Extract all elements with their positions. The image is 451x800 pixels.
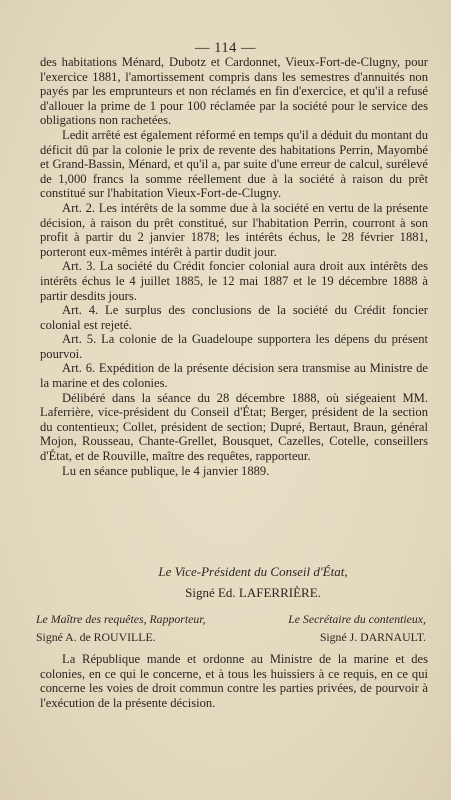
page-number: — 114 — [195, 40, 256, 56]
paragraph-article-3: Art. 3. La société du Crédit foncier colonial aura droit aux intérêts des intérêts échus le 4 juillet 1885, le 12 mai 1887 et le 19 décembre 1888 à partir desdits jours. [40, 259, 428, 303]
paragraph-lecture: Lu en séance publique, le 4 janvier 1889. [62, 463, 270, 478]
paragraph-article-2: Art. 2. Les intérêts de la somme due à la société en vertu de la présente décision, à raison du prêt constitué, sur l'habitation Perrin, courront à son profit à partir du 2 janvier 1878; les intérêts échus, le 28 février 1881, porteront eux-mêmes intérêt à partir dudit jour. [40, 200, 428, 259]
paragraph-article-6: Art. 6. Expédition de la présente décision sera transmise au Ministre de la marine et des colonies. [40, 361, 428, 391]
paragraph-article-5: Art. 5. La colonie de la Guadeloupe supportera les dépens du présent pourvoi. [40, 332, 428, 361]
paragraph-continuation: des habitations Ménard, Dubotz et Cardonnet, Vieux-Fort-de-Clugny, pour l'exercice 1881, l'amortissement compris dans les semestres d'annuités non payés par les emprunteurs et non réclamés en fin d'exercice, et qu'il a refusé d'allouer la prime de 1 pour 100 réclamée par la société pour le service des obligations non rachetées. [40, 55, 428, 128]
paragraph-deliberation: Délibéré dans la séance du 28 décembre 1888, où siégeaient MM. Laferrière, vice-président du Conseil d'État; Berger, président de la section du contentieux; Collet, président de section; Dupré, Bertaut, Braun, général Mojon, Rousseau, Chante-Grellet, Bousquet, Cazelles, Cotelle, conseillers d'État, et de Rouville, maître des requêtes, rapporteur. [40, 390, 428, 464]
rapporteur-title: Le Maître des requêtes, Rapporteur, [36, 612, 206, 626]
paragraph-article-4: Art. 4. Le surplus des conclusions de la société du Crédit foncier colonial est rejeté. [40, 303, 428, 332]
paragraph-arrete: Ledit arrêté est également réformé en temps qu'il a déduit du montant du déficit dû par la colonie le prix de revente des habitations Perrin, Mayombé et Grand-Bassin, Ménard, et qu'il a, par suite d'une erreur de calcul, surélevé de 1,000 francs la somme réellement due à la société à raison du prêt constitué sur l'habitation Vieux-Fort-de-Clugny. [40, 127, 428, 201]
body-text [40, 55, 428, 478]
rapporteur-signature: Signé A. de ROUVILLE. [36, 630, 156, 644]
closing-text [40, 652, 428, 710]
signature-names-row [36, 630, 426, 645]
closing-paragraph: La République mande et ordonne au Ministre de la marine et des colonies, en ce qui le concerne, et à tous les huissiers à ce requis, en ce qui concerne les voies de droit commun contre les parties privées, de pourvoir à l'exécution de la présente décision. [40, 652, 428, 710]
secretary-title: Le Secrétaire du contentieux, [288, 612, 426, 626]
vice-president-signature: Signé Ed. LAFERRIÈRE. [185, 585, 321, 600]
vice-president-title: Le Vice-Président du Conseil d'État, [158, 564, 348, 579]
secretary-signature: Signé J. DARNAULT. [319, 630, 426, 644]
signature-titles-row [36, 612, 426, 627]
